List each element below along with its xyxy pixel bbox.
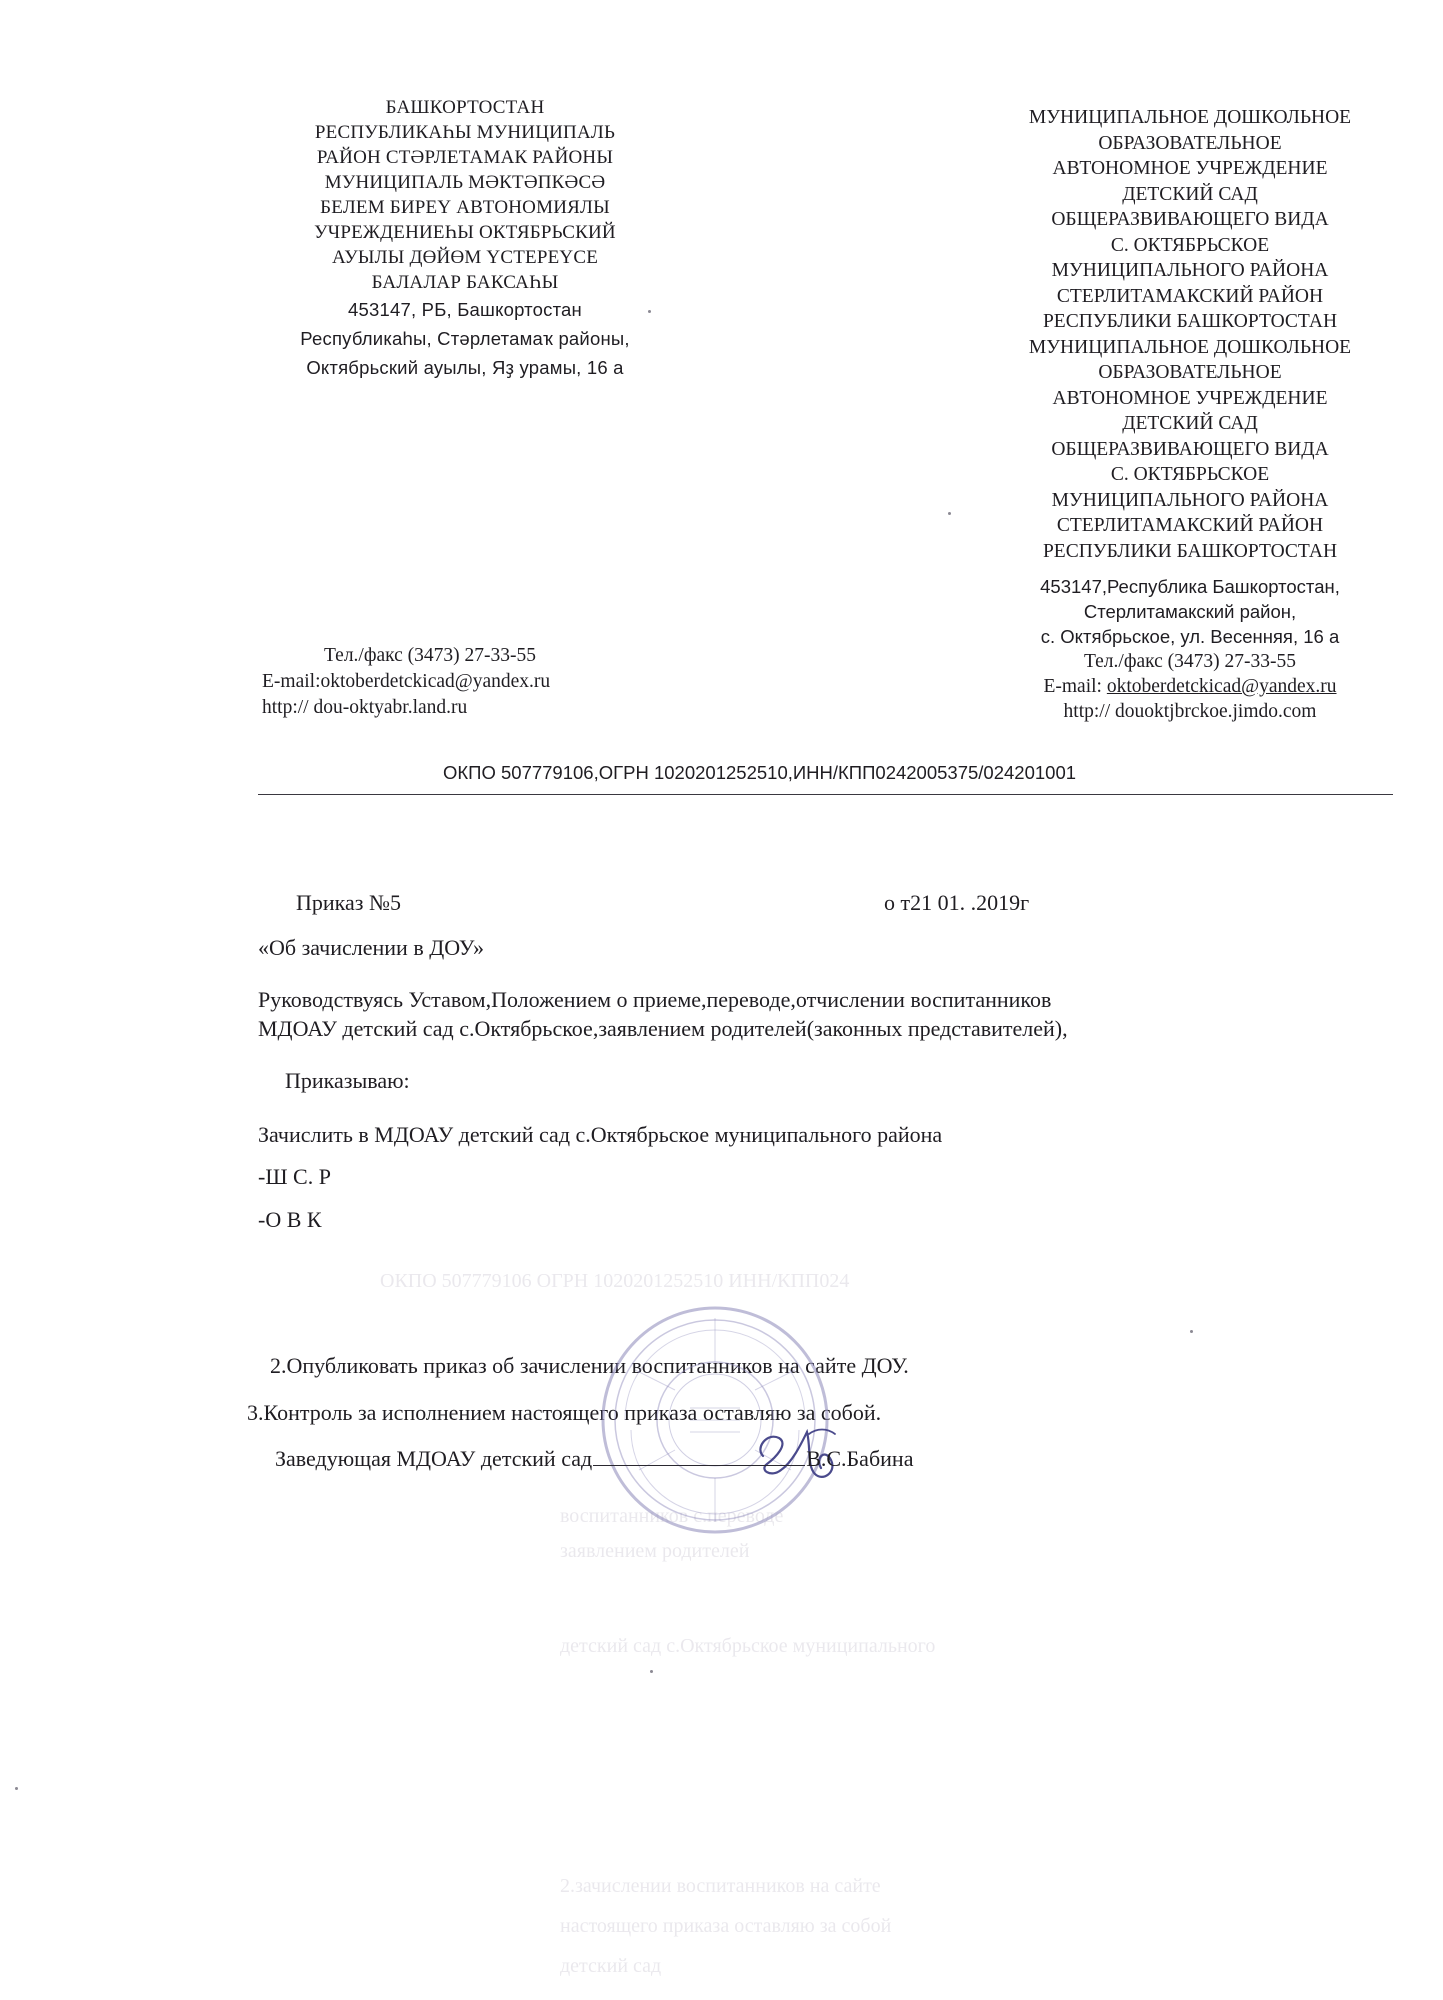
order-item-3: 3.Контроль за исполнением настоящего приказа оставляю за собой. [247, 1400, 882, 1425]
email-link[interactable]: E-mail:oktoberdetckicad@yandex.ru [262, 671, 551, 692]
email-link[interactable]: oktoberdetckicad@yandex.ru [1106, 676, 1337, 697]
signer-title: Заведующая МДОАУ детский сад [275, 1446, 593, 1471]
bleed-through-text: детский сад [560, 1955, 662, 1977]
header-right-line: АВТОНОМНОЕ УЧРЕЖДЕНИЕ [1052, 387, 1328, 409]
basis-line: МДОАУ детский сад с.Октябрьское,заявлением родителей(законных представителей), [258, 1016, 1068, 1041]
header-right-line: С. ОКТЯБРЬСКОЕ [1110, 464, 1270, 485]
address-line: с. Октябрьское, ул. Весенняя, 16 а [1040, 626, 1340, 647]
address-line: Стерлитамакский район, [1083, 601, 1297, 622]
bleed-through-text: настоящего приказа оставляю за собой [560, 1915, 892, 1937]
website-link[interactable]: http:// douoktjbrckoe.jimdo.com [1063, 701, 1317, 722]
order-basis [258, 985, 1068, 1043]
email-label: E-mail: [1043, 676, 1107, 697]
header-left-address-line: Октябрьский ауылы, Яҙ урамы, 16 а [306, 357, 624, 378]
basis-line: Руководствуясь Уставом,Положением о приеме,переводе,отчислении воспитанников [258, 987, 1052, 1012]
header-right-line: ДЕТСКИЙ САД [1122, 413, 1258, 434]
header-left-line: БАЛАЛАР БАКСАҺЫ [371, 272, 559, 293]
header-right [985, 105, 1395, 724]
header-right-line: С. ОКТЯБРЬСКОЕ [1110, 234, 1270, 256]
header-left-line: АУЫЛЫ ДӨЙӨМ ҮСТЕРЕҮСЕ [331, 247, 599, 268]
order-number: Приказ №5 [296, 890, 401, 915]
header-left-line: МУНИЦИПАЛЬ МӘКТӘПКӘСӘ [324, 172, 606, 193]
bleed-through-text: детский сад с.Октябрьское муниципального [560, 1635, 936, 1657]
header-right-line: МУНИЦИПАЛЬНОЕ ДОШКОЛЬНОЕ [1028, 336, 1352, 358]
enrolled-child: -Ш С. Р [258, 1164, 331, 1189]
header-right-line: РЕСПУБЛИКИ БАШКОРТОСТАН [1042, 311, 1338, 332]
header-right-line: ОБРАЗОВАТЕЛЬНОЕ [1098, 362, 1282, 383]
phone-fax: Тел./факс (3473) 27-33-55 [1083, 651, 1296, 672]
scan-speck [650, 1670, 653, 1673]
header-right-line: ОБЩЕРАЗВИВАЮЩЕГО ВИДА [1051, 209, 1329, 230]
header-right-line: МУНИЦИПАЛЬНОГО РАЙОНА [1051, 489, 1329, 511]
header-right-line: ДЕТСКИЙ САД [1122, 183, 1258, 205]
signer-name: В.С.Бабина [806, 1446, 914, 1471]
header-left-line: УЧРЕЖДЕНИЕҺЫ ОКТЯБРЬСКИЙ [314, 222, 616, 243]
order-subject: «Об зачислении в ДОУ» [258, 935, 485, 960]
header-right-line: МУНИЦИПАЛЬНОГО РАЙОНА [1051, 260, 1329, 281]
header-right-address [985, 574, 1395, 724]
scan-speck [948, 512, 951, 515]
registry-codes: ОКПО 507779106,ОГРН 1020201252510,ИНН/КПП0242005375/024201001 [443, 762, 1077, 783]
header-right-line: ОБРАЗОВАТЕЛЬНОЕ [1098, 132, 1282, 154]
header-left-address-line: Республикаһы, Стәрлетамаҡ районы, [300, 328, 630, 349]
website-link[interactable]: http:// dou-oktyabr.land.ru [262, 697, 468, 718]
header-left-line: РЕСПУБЛИКАҺЫ МУНИЦИПАЛЬ [314, 122, 616, 143]
bleed-through-text: заявлением родителей [560, 1540, 750, 1562]
bleed-through-text: ОКПО 507779106 ОГРН 1020201252510 ИНН/КПП024 [380, 1270, 850, 1292]
address-line: 453147,Республика Башкортостан, [1040, 576, 1340, 597]
header-left-line: БЕЛЕМ БИРЕҮ АВТОНОМИЯЛЫ [320, 197, 610, 218]
header-right-line: МУНИЦИПАЛЬНОЕ ДОШКОЛЬНОЕ [1028, 107, 1352, 128]
header-right-line: СТЕРЛИТАМАКСКИЙ РАЙОН [1056, 515, 1324, 536]
order-decree: Приказываю: [285, 1068, 410, 1093]
phone-fax: Тел./факс (3473) 27-33-55 [324, 645, 537, 666]
order-item-2: 2.Опубликовать приказ об зачислении воспитанников на сайте ДОУ. [270, 1353, 909, 1378]
header-right-line: АВТОНОМНОЕ УЧРЕЖДЕНИЕ [1052, 158, 1328, 179]
header-right-line: СТЕРЛИТАМАКСКИЙ РАЙОН [1056, 285, 1324, 307]
signature-line [275, 1446, 913, 1472]
header-left-line: БАШКОРТОСТАН [385, 97, 545, 118]
enrolled-child: -О В К [258, 1207, 322, 1232]
order-item-1: Зачислить в МДОАУ детский сад с.Октябрьское муниципального района [258, 1122, 943, 1147]
header-left-address-line: 453147, РБ, Башкортостан [348, 299, 582, 320]
scan-speck [15, 1787, 18, 1790]
header-divider [258, 794, 1393, 795]
contacts-left [262, 643, 642, 721]
signature-blank [593, 1464, 805, 1466]
scan-speck [1190, 1330, 1193, 1333]
header-right-line: ОБЩЕРАЗВИВАЮЩЕГО ВИДА [1051, 438, 1329, 460]
header-right-line: РЕСПУБЛИКИ БАШКОРТОСТАН [1042, 540, 1338, 562]
bleed-through-text: 2.зачислении воспитанников на сайте [560, 1875, 881, 1897]
email-line [985, 674, 1395, 699]
header-left-line: РАЙОН СТӘРЛЕТАМАК РАЙОНЫ [316, 147, 614, 168]
bleed-through-text: воспитанников с.переводе [560, 1505, 784, 1527]
order-date: о т21 01. .2019г [884, 890, 1030, 915]
header-left [250, 95, 680, 382]
